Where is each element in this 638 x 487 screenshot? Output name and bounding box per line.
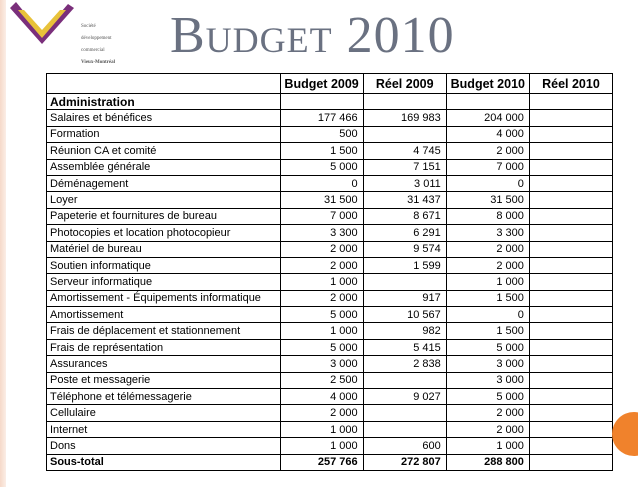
table-cell: 10 567 <box>363 307 446 323</box>
table-cell <box>529 389 612 405</box>
table-cell: 31 500 <box>280 192 363 208</box>
table-cell: 2 500 <box>280 372 363 388</box>
table-row <box>47 257 613 273</box>
table-cell: 1 000 <box>446 438 529 454</box>
table-cell <box>529 175 612 191</box>
section-label: Administration <box>47 94 281 110</box>
table-cell: 3 000 <box>280 356 363 372</box>
table-cell <box>529 339 612 355</box>
table-cell: 2 000 <box>280 257 363 273</box>
table-cell <box>529 192 612 208</box>
table-row <box>47 339 613 355</box>
table-cell <box>529 438 612 454</box>
table-cell <box>363 421 446 437</box>
table-cell: 917 <box>363 290 446 306</box>
logo-line: Vieux-Montréal <box>81 60 115 65</box>
table-row <box>47 438 613 454</box>
row-label: Assemblée générale <box>47 159 281 175</box>
table-cell: 500 <box>280 126 363 142</box>
table-header-row <box>47 74 613 94</box>
row-label: Cellulaire <box>47 405 281 421</box>
row-label: Internet <box>47 421 281 437</box>
table-cell: 31 437 <box>363 192 446 208</box>
table-cell: 4 000 <box>446 126 529 142</box>
table-cell: 2 000 <box>280 405 363 421</box>
table-cell <box>363 94 446 110</box>
row-label: Assurances <box>47 356 281 372</box>
table-cell: 9 574 <box>363 241 446 257</box>
table-cell: 204 000 <box>446 110 529 126</box>
table-cell <box>529 110 612 126</box>
row-label: Formation <box>47 126 281 142</box>
table-cell: 0 <box>280 175 363 191</box>
table-body <box>47 94 613 471</box>
table-cell <box>363 126 446 142</box>
table-row <box>47 159 613 175</box>
table-row <box>47 323 613 339</box>
logo-text <box>81 18 115 66</box>
table-cell <box>529 257 612 273</box>
table-cell: 7 000 <box>280 208 363 224</box>
logo-line: commercial <box>81 48 105 53</box>
table-cell: 8 000 <box>446 208 529 224</box>
table-cell: 982 <box>363 323 446 339</box>
table-row <box>47 274 613 290</box>
table-row <box>47 208 613 224</box>
table-cell <box>363 405 446 421</box>
table-cell: 177 466 <box>280 110 363 126</box>
row-label: Matériel de bureau <box>47 241 281 257</box>
subtotal-row <box>47 454 613 470</box>
table-cell: 8 671 <box>363 208 446 224</box>
table-cell: 2 000 <box>446 143 529 159</box>
table-cell: 1 000 <box>280 323 363 339</box>
table-cell: 3 011 <box>363 175 446 191</box>
section-row <box>47 94 613 110</box>
logo-line: Société <box>81 24 96 29</box>
table-cell: 2 000 <box>446 257 529 273</box>
table-cell: 7 151 <box>363 159 446 175</box>
sdc-logo <box>8 0 158 65</box>
table-cell: 2 838 <box>363 356 446 372</box>
row-label: Photocopies et location photocopieur <box>47 225 281 241</box>
row-label: Téléphone et télémessagerie <box>47 389 281 405</box>
column-header: Réel 2010 <box>529 74 612 94</box>
column-header <box>47 74 281 94</box>
table-cell <box>529 225 612 241</box>
table-cell: 31 500 <box>446 192 529 208</box>
table-cell <box>529 356 612 372</box>
table-cell: 169 983 <box>363 110 446 126</box>
table-cell: 3 000 <box>446 372 529 388</box>
row-label: Loyer <box>47 192 281 208</box>
table-cell: 3 300 <box>280 225 363 241</box>
table-cell: 5 415 <box>363 339 446 355</box>
table-row <box>47 372 613 388</box>
row-label: Salaires et bénéfices <box>47 110 281 126</box>
table-cell <box>529 143 612 159</box>
table-cell <box>529 290 612 306</box>
table-cell: 2 000 <box>280 290 363 306</box>
table-cell: 600 <box>363 438 446 454</box>
table-cell: 0 <box>446 307 529 323</box>
table-cell <box>280 94 363 110</box>
table-cell <box>529 421 612 437</box>
table-cell: 2 000 <box>446 241 529 257</box>
table-cell <box>529 323 612 339</box>
budget-table <box>46 73 613 471</box>
table-row <box>47 225 613 241</box>
table-cell: 1 500 <box>446 323 529 339</box>
row-label: Dons <box>47 438 281 454</box>
logo-chevron-icon <box>8 0 80 48</box>
table-cell: 1 500 <box>280 143 363 159</box>
table-cell: 4 745 <box>363 143 446 159</box>
table-cell: 1 000 <box>280 438 363 454</box>
table-cell: 5 000 <box>446 389 529 405</box>
table-row <box>47 421 613 437</box>
row-label: Frais de déplacement et stationnement <box>47 323 281 339</box>
row-label: Déménagement <box>47 175 281 191</box>
slide-title: Budget 2010 <box>170 7 455 64</box>
table-cell <box>363 274 446 290</box>
table-row <box>47 389 613 405</box>
table-cell: 2 000 <box>446 421 529 437</box>
table-row <box>47 175 613 191</box>
table-cell: 5 000 <box>280 307 363 323</box>
table-row <box>47 241 613 257</box>
table-cell: 0 <box>446 175 529 191</box>
table-cell <box>529 454 612 470</box>
table-cell: 5 000 <box>280 159 363 175</box>
table-cell <box>529 126 612 142</box>
table-cell: 1 000 <box>280 421 363 437</box>
table-cell: 5 000 <box>280 339 363 355</box>
table-cell: 3 300 <box>446 225 529 241</box>
logo-line: développement <box>81 36 112 41</box>
column-header: Budget 2010 <box>446 74 529 94</box>
slide-left-border <box>0 0 6 487</box>
table-row <box>47 356 613 372</box>
table-cell <box>446 94 529 110</box>
row-label: Amortissement <box>47 307 281 323</box>
row-label: Soutien informatique <box>47 257 281 273</box>
table-cell: 9 027 <box>363 389 446 405</box>
table-cell: 2 000 <box>280 241 363 257</box>
table-cell: 5 000 <box>446 339 529 355</box>
table-cell <box>529 274 612 290</box>
table-cell: 3 000 <box>446 356 529 372</box>
table-cell: 1 000 <box>280 274 363 290</box>
table-cell: 1 000 <box>446 274 529 290</box>
table-row <box>47 110 613 126</box>
table-cell: 288 800 <box>446 454 529 470</box>
table-cell: 257 766 <box>280 454 363 470</box>
row-label: Poste et messagerie <box>47 372 281 388</box>
decorative-circle <box>612 412 638 456</box>
table-cell <box>529 208 612 224</box>
table-cell <box>529 372 612 388</box>
table-cell <box>529 307 612 323</box>
table-cell: 6 291 <box>363 225 446 241</box>
table-cell: 2 000 <box>446 405 529 421</box>
table-cell <box>529 159 612 175</box>
row-label: Serveur informatique <box>47 274 281 290</box>
table-row <box>47 405 613 421</box>
table-row <box>47 126 613 142</box>
row-label: Frais de représentation <box>47 339 281 355</box>
table-cell: 1 599 <box>363 257 446 273</box>
table-row <box>47 143 613 159</box>
table-row <box>47 307 613 323</box>
table-cell: 4 000 <box>280 389 363 405</box>
table-cell <box>529 241 612 257</box>
table-cell: 1 500 <box>446 290 529 306</box>
table-cell: 272 807 <box>363 454 446 470</box>
column-header: Réel 2009 <box>363 74 446 94</box>
column-header: Budget 2009 <box>280 74 363 94</box>
table-row <box>47 290 613 306</box>
row-label: Papeterie et fournitures de bureau <box>47 208 281 224</box>
table-cell <box>363 372 446 388</box>
table-cell <box>529 405 612 421</box>
row-label: Sous-total <box>47 454 281 470</box>
table-cell: 7 000 <box>446 159 529 175</box>
row-label: Réunion CA et comité <box>47 143 281 159</box>
table-row <box>47 192 613 208</box>
table-cell <box>529 94 612 110</box>
row-label: Amortissement - Équipements informatique <box>47 290 281 306</box>
